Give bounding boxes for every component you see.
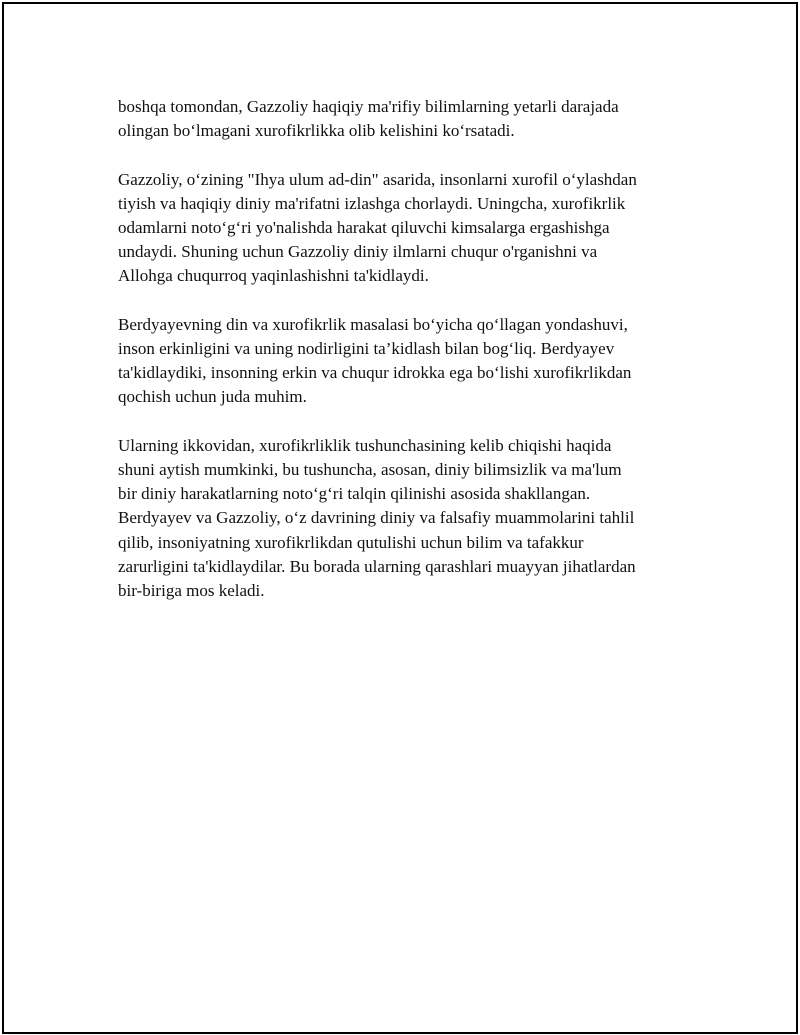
paragraph-4: Ularning ikkovidan, xurofikrliklik tushunchasining kelib chiqishi haqida shuni aytish mumkinki, bu tushuncha, asosan, diniy bilimsizlik va ma'lum bir diniy harakatlarning noto‘g‘ri talqin qilinishi asosida shakllangan. Berdyayev va Gazzoliy, o‘z davrining diniy va falsafiy muammolarini tahlil qilib, insoniyatning xurofikrlikdan qutulishi uchun bilim va tafakkur zarurligini ta'kidlaydilar. Bu borada ularning qarashlari muayyan jihatlardan bir-biriga mos keladi. (118, 435, 636, 601)
paragraph-2: Gazzoliy, o‘zining "Ihya ulum ad-din" asarida, insonlarni xurofil o‘ylashdan tiyish va haqiqiy diniy ma'rifatni izlashga chorlaydi. Uningcha, xurofikrlik odamlarni noto‘g‘ri yo'nalishda harakat qiluvchi kimsalarga ergashishga undaydi. Shuning uchun Gazzoliy diniy ilmlarni chuqur o'rganishni va Allohga chuqurroq yaqinlashishni ta'kidlaydi. (118, 169, 637, 286)
paragraph-1: boshqa tomondan, Gazzoliy haqiqiy ma'rifiy bilimlarning yetarli darajada olingan bo‘lmagani xurofikrlikka olib kelishini ko‘rsatadi. (118, 97, 619, 141)
paragraph-3: Berdyayevning din va xurofikrlik masalasi bo‘yicha qo‘llagan yondashuvi, inson erkinligini va uning nodirligini ta’kidlash bilan bog‘liq. Berdyayev ta'kidlaydiki, insonning erkin va chuqur idrokka ega bo‘lishi xurofikrlikdan qochish uchun juda muhim. (118, 314, 632, 407)
document-body (118, 95, 684, 627)
